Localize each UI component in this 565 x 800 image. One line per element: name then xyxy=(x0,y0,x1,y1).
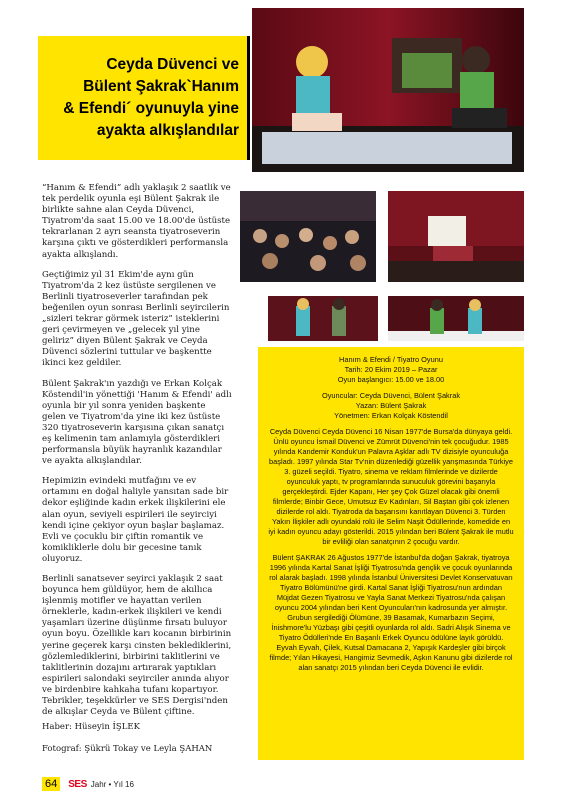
body-paragraph: Hepimizin evindeki mutfağını ve ev ortamını en doğal haliyle yansıtan sade bir dekor eşliğinde kadın erkek ilişkilerini ele alan oyun, seviyeli espirileri ile seyirciyi kendi içine çekiyor oyun başlar başlamaz. Evli ve çocuklu bir çiftin romantik ve komikliklerle dolu bir gecesine tanık oluyoruz. xyxy=(42,476,229,564)
title-line: ayakta alkışlandılar xyxy=(96,122,239,139)
body-paragraph: “Hanım & Efendi” adlı yaklaşık 2 saatlik ve tek perdelik oyunla eşi Bülent Şakrak ile birlikte sahne alan Ceyda Düvenci, Tiyatrom'da saat 15.00 ve 18.00'de üstüste tekrarlanan 2 ayrı seansta tiyatroseverin karşına çıktı ve gösterdikleri performansla ayakta alkışlandı. xyxy=(42,183,231,260)
article-body xyxy=(42,183,232,727)
page-footer xyxy=(42,776,134,792)
play-time: Oyun başlangıcı: 15.00 ve 18.00 xyxy=(337,375,445,384)
play-date: Tarih: 20 Ekim 2019 – Pazar xyxy=(344,365,438,374)
couple-scene-photo xyxy=(268,296,378,341)
audience-photo xyxy=(240,191,376,282)
page-number: 64 xyxy=(42,777,60,791)
body-paragraph: Bülent Şakrak'ın yazdığı ve Erkan Kolçak Köstendil'in yönettiği 'Hanım & Efendi' adlı oyunla bir yıl sonra yeniden başkente gelen ve Tiyatrom'da yine iki kez üstüste 320 tiyatroseverin karşısına çıkan sanatçı eş kelimenin tam anlamıyla gösterdikleri performansla büyük hayranlık kazandılar ve ayakta alkışlandılar. xyxy=(42,378,232,467)
issue-label: Jahr • Yıl 16 xyxy=(90,779,134,789)
bow-photo xyxy=(388,296,524,341)
main-stage-photo xyxy=(252,8,524,172)
photographer-credit: Fotograf: Şükrü Tokay ve Leyla ŞAHAN xyxy=(42,744,213,754)
reading-actor-photo xyxy=(388,191,524,282)
title-line: Ceyda Düvenci ve xyxy=(106,56,239,73)
director: Yönetmen: Erkan Kolçak Köstendil xyxy=(334,411,448,420)
play-credits xyxy=(268,391,514,421)
title-box xyxy=(38,36,250,160)
bio-bulent: Bülent ŞAKRAK 26 Ağustos 1977'de İstanbul'da doğan Şakrak, tiyatroya 1996 yılında Kartal Sanat İşliği Tiyatrosu'nda gençlik ve çocuk oyunlarında rol alarak başladı. 1998 yılında İstanbul Üniversitesi Devlet Konservatuvarı Tiyatro Bölümünü'ne girdi. Kartal Sanat İşliği Tiyatrosu'nun ardından Müjdat Gezen Tiyatrosu ve Yayla Sanat Merkezi Tiyatrosu'nda çalışan oyuncu 2004 yılından beri Kent Oyuncuları'nın kadrosunda yer almıştır. Grubun sergilediği Ölümüne, 39 Basamak, Kumarbazın Seçimi, İnishmore'lu Yüzbaşı gibi çeşitli oyunlarda rol aldı. Sadri Alışık Sinema ve Tiyatro Ödülleri'nde En Başarılı Erkek Oyuncu ödülüne layık görüldü. Eyvah Eyvah, Çilek, Kutsal Damacana 2, Yapışık Kardeşler gibi birçok filmde; Yılan Hikayesi, Hangimiz Sevmedik, Aşkın Kanunu gibi dizilerde rol alan sanatçı 2015 yılından beri Ceyda Düvenci ile evlidir. xyxy=(269,553,513,672)
writer: Yazan: Bülent Şakrak xyxy=(355,401,427,410)
reporter-credit: Haber: Hüseyin İŞLEK xyxy=(42,722,140,732)
bio-ceyda: Ceyda Düvenci Ceyda Düvenci 16 Nisan 1977'de Bursa'da dünyaya geldi. Ünlü oyuncu İsmail Düvenci ve Zümrüt Düvenci'nin tek çocuğudur. 1985 yılında Kandemir Konduk'un Palavra Aşklar adlı TV dizisiyle oyunculuğa başladı. 1997 yılında Star Tv'nin düzenlediği güzellik yarışmasında Türkiye 3. güzeli seçildi. Tiyatro, sinema ve reklam filmlerinde ve dizilerde oyunculuk yaptı, tv programlarında sunuculuk görevini başarıyla gerçekleştirdi. Ejder Kapanı, Her şey Çok Güzel olacak gibi önemli filmlerde; Binbir Gece, Umutsuz Ev Kadınları, Sil Baştan gibi çok izlenen dizilerde rol aldı. Tiyatroda da başarısını kanıtlayan Düvenci 3. Türden Yakın İlişkiler adlı oyundaki rolü ile Selim Naşit Ödüllerinde, komedide en iyi kadın oyuncu adayı gösterildi. 2015 yılından beri Bülent Şakrak ile mutlu bir evliliği olan sanatçının 2 çocuğu vardır. xyxy=(268,427,514,546)
ses-logo: SES xyxy=(68,778,87,790)
play-details xyxy=(268,355,514,385)
body-paragraph: Berlinli sanatsever seyirci yaklaşık 2 saat boyunca hem güldüyor, hem de akıllıca işlenmiş motifler ve hayattan verilen örneklerle, kadın-erkek ilişkileri ve kendi yaşamları üzerine düşünme fırsatı buluyor oyun boyu. Özellikle karı kocanın birbirinin yerine geçerek karşı cinsten beklediklerini, gözlemlediklerini, birbirini taklitlerini ve taklitlerinin dozajını artırarak yaptıkları espirileri salondaki seyirciler anında alıyor ve birdenbire kahkaha tufanı kopartıyor. Tebrikler, teşekkürler ve SES Dergisi'nden de alkışlar Ceyda ve Bülent çiftine. xyxy=(42,574,232,718)
play-title: Hanım & Efendi / Tiyatro Oyunu xyxy=(339,355,443,364)
title-line: Bülent Şakrak`Hanım xyxy=(83,78,239,95)
body-paragraph: Geçtiğimiz yıl 31 Ekim'de aynı gün Tiyatrom'da 2 kez üstüste sergilenen ve Berlinli tiyatroseverler tarafından pek beğenilen oyun sonrası Berlinli seyircilerin „sizleri tekrar görmek isteriz” isteklerini geri çevirmeyen ve „gelecek yıl yine geliriz” diyen Bülent Şakrak ve Ceyda Düvenci sözlerini tuttular ve başkentte ikinci kez geldiler. xyxy=(42,269,230,369)
article-title xyxy=(63,54,239,142)
cast: Oyuncular: Ceyda Düvenci, Bülent Şakrak xyxy=(321,391,461,400)
title-line: & Efendi´ oyunuyla yine xyxy=(63,100,239,117)
info-box xyxy=(258,347,524,760)
